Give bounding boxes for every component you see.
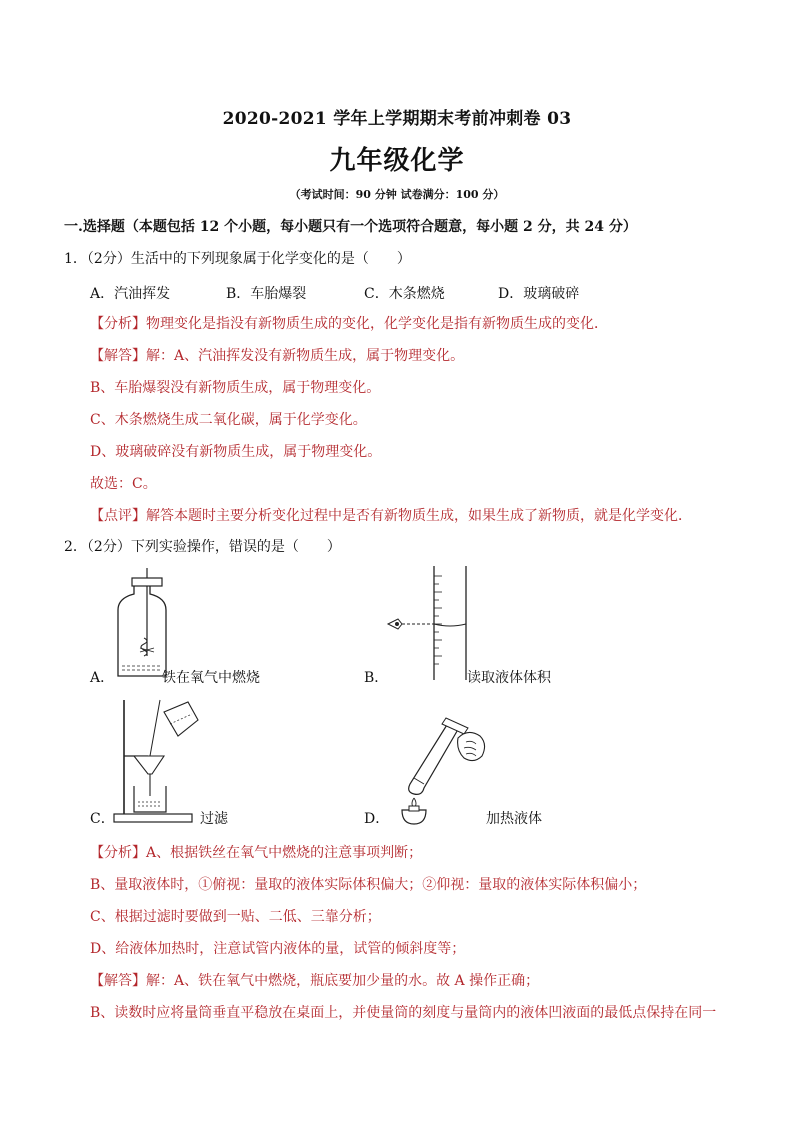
- section-heading: 一.选择题（本题包括 12 个小题，每小题只有一个选项符合题意，每小题 2 分，共 24 分）: [64, 219, 637, 235]
- q1-option-d: D．玻璃破碎: [498, 286, 580, 302]
- comment-tag: 【点评】: [90, 508, 146, 524]
- answer-tag: 【解答】: [90, 348, 146, 364]
- exam-info: （考试时间：90 分钟 试卷满分：100 分）: [289, 188, 505, 201]
- q1-answer: [90, 347, 464, 365]
- answer-line: 解：A、铁在氧气中燃烧，瓶底要加少量的水。故 A 操作正确；: [146, 973, 540, 989]
- analysis-tag: 【分析】: [90, 316, 146, 332]
- subject-title: 九年级化学: [329, 146, 465, 176]
- answer-line: B、读数时应将量筒垂直平稳放在桌面上，并使量筒的刻度与量筒内的液体凹液面的最低点保持在同一: [90, 1005, 717, 1021]
- q2-option-a-caption: 铁在氧气中燃烧: [162, 670, 260, 686]
- q2-option-a-letter: A．: [90, 670, 115, 686]
- graduated-cylinder-figure: [384, 566, 484, 682]
- answer-line: D、玻璃破碎没有新物质生成，属于物理变化。: [90, 444, 382, 460]
- q2-option-c-caption: 过滤: [200, 811, 228, 827]
- q1-stem: 1．（2分）生活中的下列现象属于化学变化的是（ ）: [64, 251, 411, 267]
- comment-text: 解答本题时主要分析变化过程中是否有新物质生成，如果生成了新物质，就是化学变化．: [146, 508, 692, 524]
- q2-option-d-caption: 加热液体: [486, 811, 542, 827]
- answer-line: B、车胎爆裂没有新物质生成，属于物理变化。: [90, 380, 381, 396]
- analysis-line: A、根据铁丝在氧气中燃烧的注意事项判断；: [146, 845, 423, 861]
- answer-line: C、木条燃烧生成二氧化碳，属于化学变化。: [90, 412, 367, 428]
- answer-tag: 【解答】: [90, 973, 146, 989]
- q1-option-b: B．车胎爆裂: [226, 286, 307, 302]
- q2-option-b-letter: B．: [364, 670, 389, 686]
- heating-test-tube-figure: [394, 706, 490, 828]
- answer-line: 解：A、汽油挥发没有新物质生成，属于物理变化。: [146, 348, 465, 364]
- q1-option-c: C．木条燃烧: [364, 286, 445, 302]
- q2-answer: [90, 972, 539, 990]
- exam-title: 2020-2021 学年上学期期末考前冲刺卷 03: [222, 109, 572, 129]
- q1-comment: [90, 507, 692, 525]
- analysis-line: C、根据过滤时要做到一贴、二低、三靠分析；: [90, 909, 381, 925]
- iron-burning-flask-figure: [110, 568, 170, 683]
- q2-option-b-caption: 读取液体体积: [467, 670, 551, 686]
- q2-option-c-letter: C．: [90, 811, 115, 827]
- q2-option-d-letter: D．: [364, 811, 390, 827]
- q1-option-a: A．汽油挥发: [90, 286, 171, 302]
- analysis-text: 物理变化是指没有新物质生成的变化，化学变化是指有新物质生成的变化．: [146, 316, 608, 332]
- q2-analysis: [90, 844, 422, 862]
- q1-choice: 故选：C。: [90, 476, 157, 492]
- q2-stem: 2．（2分）下列实验操作，错误的是（ ）: [64, 539, 341, 555]
- analysis-line: D、给液体加热时，注意试管内液体的量，试管的倾斜度等；: [90, 941, 466, 957]
- analysis-line: B、量取液体时，①俯视：量取的液体实际体积偏大；②仰视：量取的液体实际体积偏小；: [90, 877, 647, 893]
- analysis-tag: 【分析】: [90, 845, 146, 861]
- filtration-apparatus-figure: [112, 696, 204, 826]
- q1-analysis: [90, 315, 608, 333]
